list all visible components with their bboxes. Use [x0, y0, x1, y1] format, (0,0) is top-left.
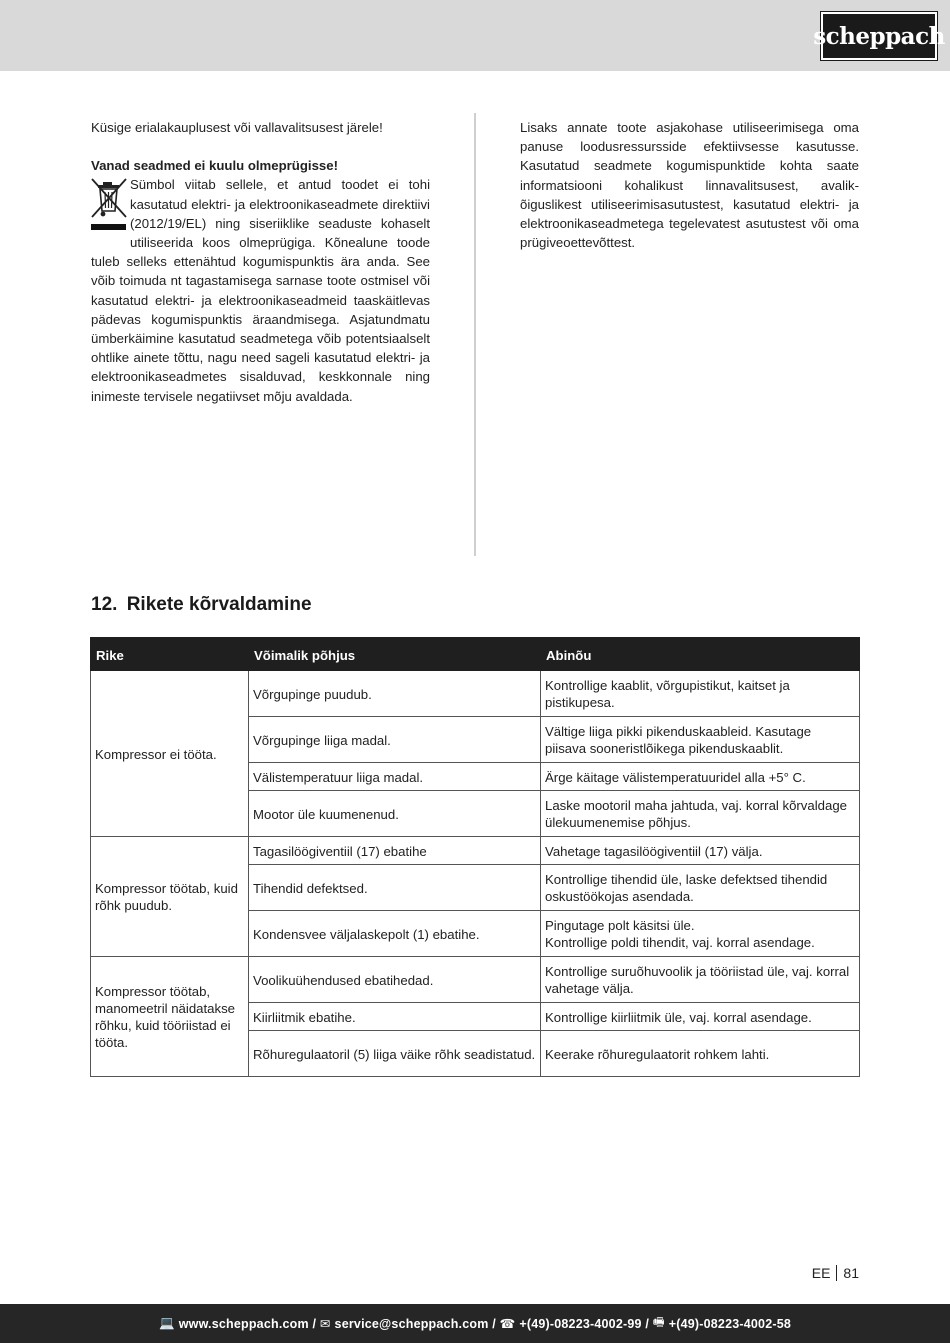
- cause-cell: Tagasilöögiventiil (17) ebatihe: [249, 837, 541, 865]
- recycling-text: Lisaks annate toote asjakohase utiliseerimisega oma panuse loodusressursside efektiivsesse kasutusse. Kasutatud seadmete kogumispunktide kohta saate informatsiooni kohalikust linnavalitsusest, avalik-õiguslikest utiliseerimisasutustest, kasutatud elektri- ja elektroonikaseadmetega tegelevatest asutustest või oma prügiveoettevõttest.: [520, 120, 859, 251]
- disposal-block: [91, 175, 430, 405]
- phone-icon: ☎: [499, 1317, 516, 1331]
- section-title: [91, 594, 312, 616]
- cause-cell: Voolikuühendused ebatihedad.: [249, 957, 541, 1003]
- page-number: [812, 1265, 859, 1281]
- fax-icon: 🖷: [652, 1315, 665, 1329]
- table-header-row: [91, 638, 860, 671]
- cause-cell: Rõhuregulaatoril (5) liiga väike rõhk seadistatud.: [249, 1031, 541, 1077]
- cause-cell: Tihendid defektsed.: [249, 865, 541, 911]
- fault-cell: Kompressor töötab, manomeetril näidatakse rõhku, kuid tööriistad ei tööta.: [91, 957, 249, 1077]
- remedy-cell: Pingutage polt käsitsi üle. Kontrollige poldi tihendit, vaj. korral asendage.: [541, 911, 860, 957]
- intro-text: Küsige erialakauplusest või vallavalitsusest järele!: [91, 120, 383, 135]
- disposal-heading: Vanad seadmed ei kuulu olmeprügisse!: [91, 158, 338, 174]
- footer-phone: +(49)-08223-4002-99: [519, 1316, 642, 1331]
- remedy-cell: Laske mootoril maha jahtuda, vaj. korral kõrvaldage ülekuumenemise põhjus.: [541, 791, 860, 837]
- header-fault: Rike: [91, 638, 249, 671]
- section-heading: Rikete kõrvaldamine: [126, 594, 312, 615]
- fault-cell: Kompressor töötab, kuid rõhk puudub.: [91, 837, 249, 957]
- remedy-cell: Kontrollige kaablit, võrgupistikut, kaitset ja pistikupesa.: [541, 671, 860, 717]
- footer-separator: /: [492, 1316, 496, 1331]
- footer-separator: /: [645, 1316, 650, 1331]
- header-remedy: Abinõu: [541, 638, 860, 671]
- remedy-cell: Kontrollige suruõhuvoolik ja tööriistad üle, vaj. korral vahetage välja.: [541, 957, 860, 1003]
- language-code: EE: [811, 1265, 831, 1281]
- remedy-cell: Kontrollige kiirliitmik üle, vaj. korral asendage.: [541, 1003, 860, 1031]
- footer-email[interactable]: service@scheppach.com: [334, 1316, 489, 1331]
- remedy-cell: Ärge käitage välistemperatuuridel alla +5° C.: [541, 763, 860, 791]
- footer-fax: +(49)-08223-4002-58: [668, 1316, 792, 1331]
- fault-cell: Kompressor ei tööta.: [91, 671, 249, 837]
- header-bar: [0, 0, 950, 71]
- table-row: [91, 837, 860, 865]
- cause-cell: Kiirliitmik ebatihe.: [249, 1003, 541, 1031]
- table-row: [91, 957, 860, 1003]
- right-column: [520, 118, 859, 252]
- remedy-cell: Vältige liiga pikki pikenduskaableid. Kasutage piisava sooneristlõikega pikenduskaablit.: [541, 717, 860, 763]
- cause-cell: Mootor üle kuumenenud.: [249, 791, 541, 837]
- remedy-cell: Keerake rõhuregulaatorit rohkem lahti.: [541, 1031, 860, 1077]
- remedy-cell: Vahetage tagasilöögiventiil (17) välja.: [541, 837, 860, 865]
- page-number-value: 81: [843, 1265, 859, 1281]
- footer-bar: [0, 1304, 950, 1343]
- computer-icon: 💻: [158, 1316, 175, 1330]
- cause-cell: Välistemperatuur liiga madal.: [249, 763, 541, 791]
- disposal-body: Sümbol viitab sellele, et antud toodet ei tohi kasutatud elektri- ja elektroonikaseadmete direktiivi (2012/19/EL) ning siseriiklike seaduste kohaselt utiliseerida koos olmeprügiga. Kõnealune toode tuleb selleks ettenähtud kogumispunktis ära anda. See võib toimuda nt tagastamisega sarnase toote ostmisel või kasutatud elektri- ja elektroonikaseadmeid taaskäitlevas pädevas kogumispunktis äraandmisega. Asjatundmatu ümberkäimine kasutatud seadmetega võib potentsiaalselt ohtlike ainete tõttu, nagu need sageli kasutatud elektri- ja elektroonikaseadmetes sisalduvad, keskkonnale ning inimeste tervisele negatiivset mõju avaldada.: [91, 177, 430, 404]
- remedy-cell: Kontrollige tihendid üle, laske defektsed tihendid oskustöökojas asendada.: [541, 865, 860, 911]
- crossed-out-wheelie-bin-icon: [90, 177, 128, 233]
- footer-website[interactable]: www.scheppach.com: [178, 1316, 309, 1331]
- email-icon: ✉: [319, 1317, 331, 1331]
- page-separator: [836, 1265, 837, 1281]
- section-number: 12.: [91, 594, 118, 615]
- cause-cell: Kondensvee väljalaskepolt (1) ebatihe.: [249, 911, 541, 957]
- header-cause: Võimalik põhjus: [249, 638, 541, 671]
- left-column: [91, 118, 430, 406]
- column-divider: [474, 113, 476, 556]
- footer-separator: /: [312, 1316, 317, 1331]
- scheppach-logo: scheppach: [821, 12, 937, 60]
- troubleshooting-table: [90, 637, 860, 1077]
- cause-cell: Võrgupinge liiga madal.: [249, 717, 541, 763]
- table-row: [91, 671, 860, 717]
- cause-cell: Võrgupinge puudub.: [249, 671, 541, 717]
